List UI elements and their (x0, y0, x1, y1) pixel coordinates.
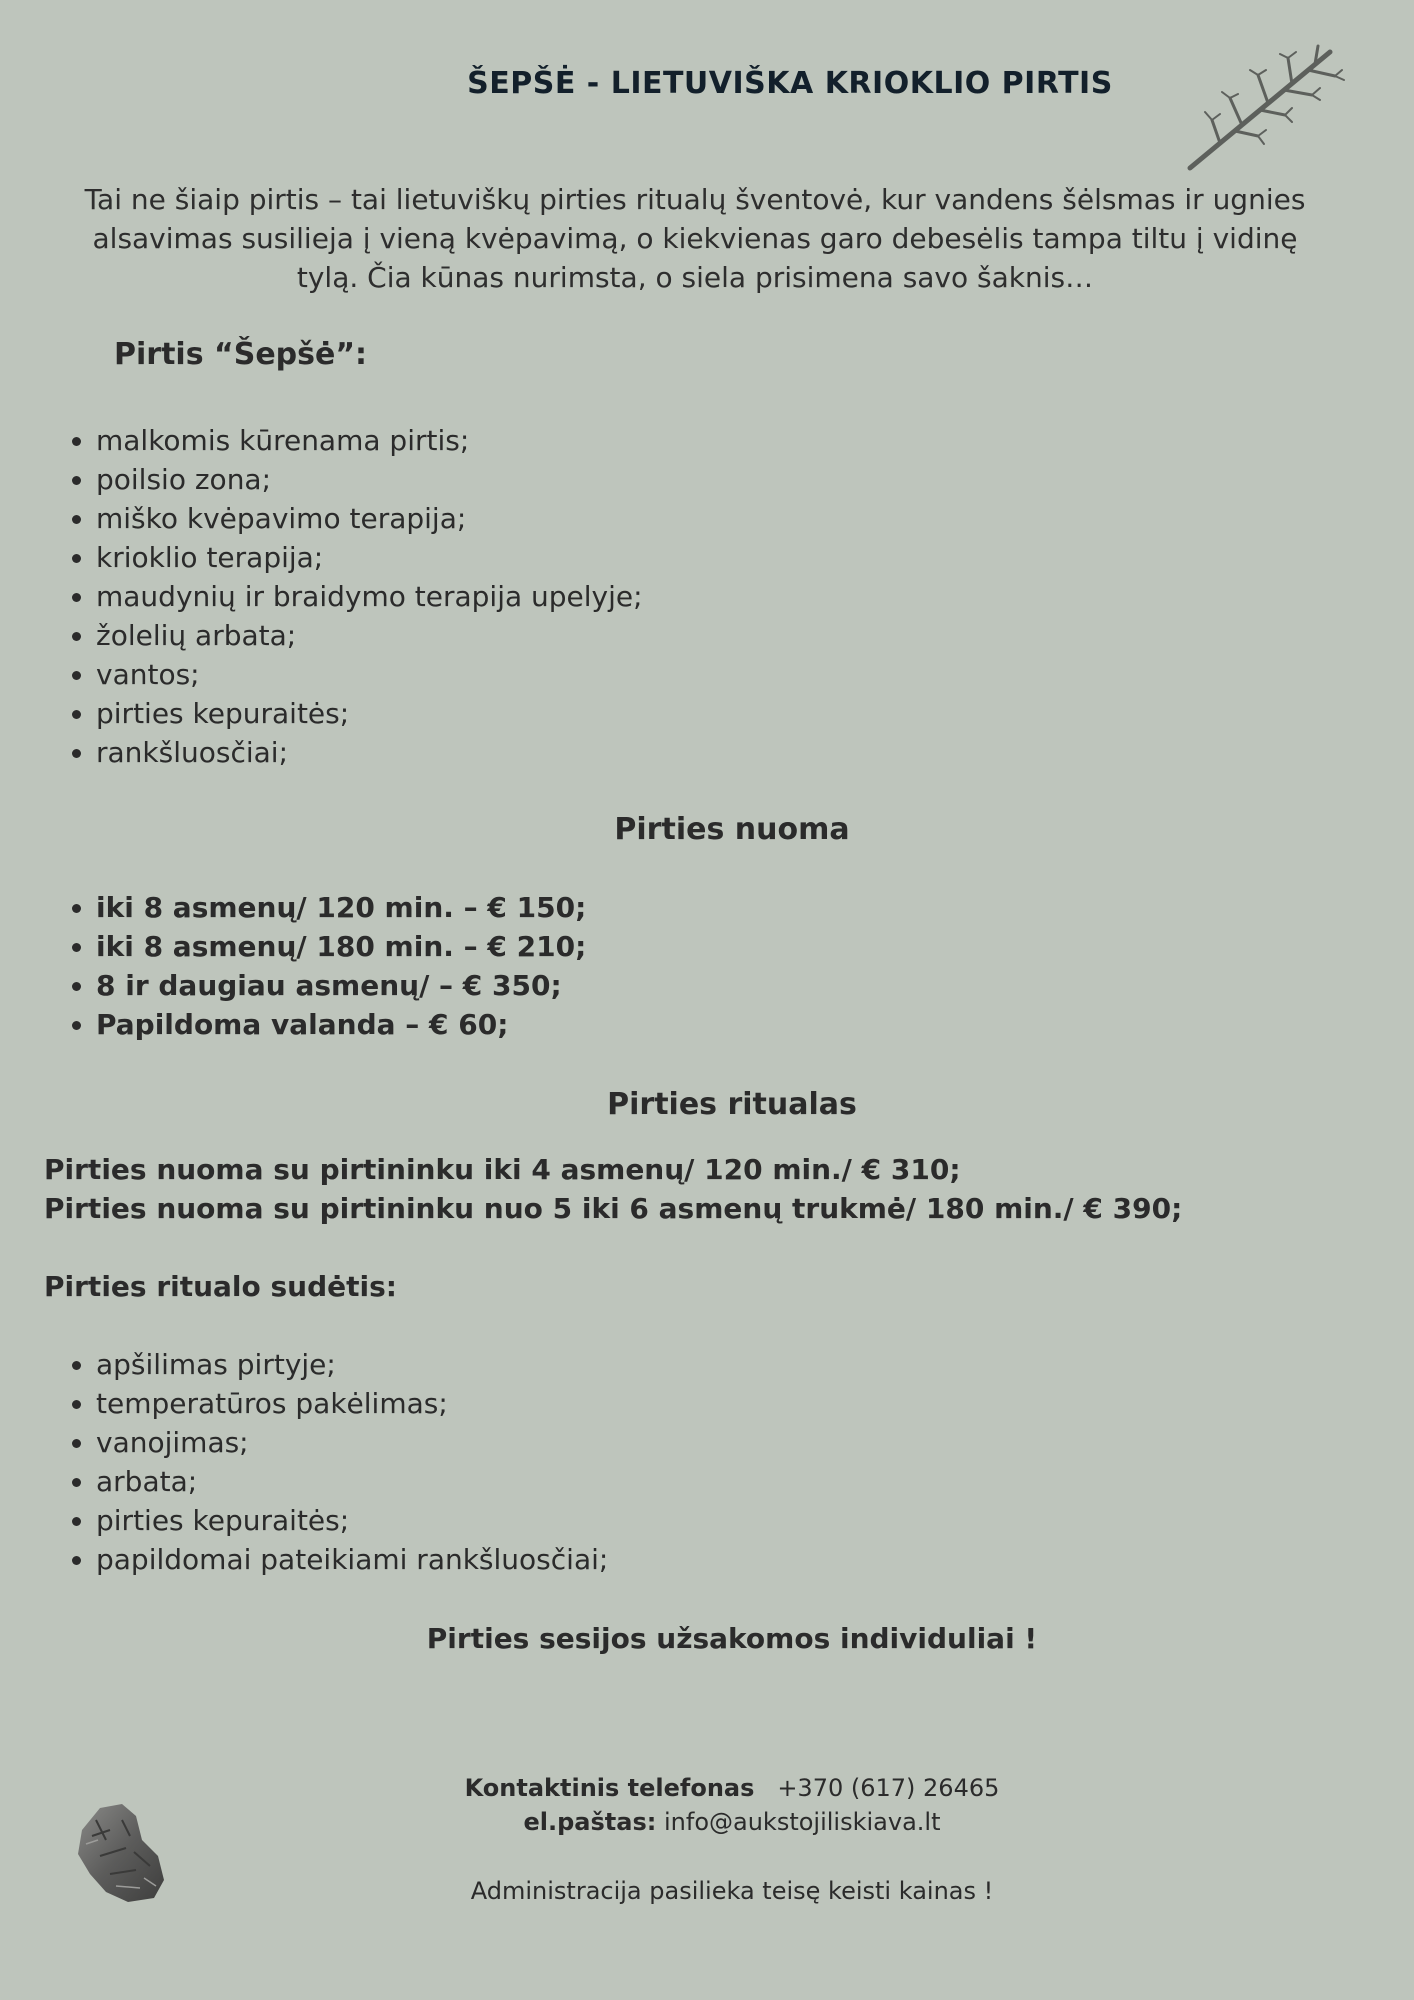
list-item: • maudynių ir braidymo terapija upelyje; (96, 577, 643, 616)
list-item: • poilsio zona; (96, 460, 643, 499)
phone-number[interactable]: +370 (617) 26465 (777, 1774, 1000, 1802)
price-item: • iki 8 asmenų/ 180 min. – € 210; (96, 927, 586, 966)
list-item: • pirties kepuraitės; (96, 1501, 608, 1540)
features-list (52, 421, 643, 772)
list-item: • miško kvėpavimo terapija; (96, 499, 643, 538)
list-item: • apšilimas pirtyje; (96, 1345, 608, 1384)
price-item: • Papildoma valanda – € 60; (96, 1005, 586, 1044)
list-item: • pirties kepuraitės; (96, 694, 643, 733)
ritual-price-line-2: Pirties nuoma su pirtininku nuo 5 iki 6 asmenų trukmė/ 180 min./ € 390; (44, 1192, 1183, 1225)
list-item: • malkomis kūrenama pirtis; (96, 421, 643, 460)
ritual-heading: Pirties ritualas (607, 1087, 857, 1122)
ritual-price-line-1: Pirties nuoma su pirtininku iki 4 asmenų/ 120 min./ € 310; (44, 1153, 961, 1186)
list-item: • žolelių arbata; (96, 616, 643, 655)
price-disclaimer: Administracija pasilieka teisę keisti kainas ! (470, 1877, 994, 1905)
individual-sessions-note: Pirties sesijos užsakomos individuliai ! (426, 1622, 1038, 1655)
price-item: • iki 8 asmenų/ 120 min. – € 150; (96, 888, 586, 927)
rental-price-list (52, 888, 586, 1044)
fir-branch-icon (1180, 40, 1350, 175)
email-address[interactable]: info@aukstojiliskiava.lt (663, 1808, 941, 1836)
phone-line (0, 1772, 1414, 1805)
rental-heading: Pirties nuoma (614, 812, 850, 847)
list-item: • arbata; (96, 1462, 608, 1501)
list-item: • rankšluosčiai; (96, 733, 643, 772)
email-label: el.paštas: (523, 1808, 657, 1836)
email-line (0, 1806, 1414, 1839)
list-item: • temperatūros pakėlimas; (96, 1384, 608, 1423)
page-title: ŠEPŠĖ - LIETUVIŠKA KRIOKLIO PIRTIS (467, 66, 1113, 101)
list-item: • papildomai pateikiami rankšluosčiai; (96, 1540, 608, 1579)
features-heading: Pirtis “Šepšė”: (114, 337, 368, 372)
list-item: • krioklio terapija; (96, 538, 643, 577)
phone-label: Kontaktinis telefonas (464, 1774, 755, 1802)
stone-icon (70, 1800, 170, 1905)
intro-paragraph: Tai ne šiaip pirtis – tai lietuviškų pirties ritualų šventovė, kur vandens šėlsmas ir ugnies alsavimas susilieja į vieną kvėpavimą, o kiekvienas garo debesėlis tampa tiltu į vidinę tylą. Čia kūnas nurimsta, o siela prisimena savo šaknis… (84, 183, 1306, 294)
ritual-composition-list (52, 1345, 608, 1579)
list-item: • vanojimas; (96, 1423, 608, 1462)
ritual-composition-heading: Pirties ritualo sudėtis: (44, 1270, 397, 1303)
list-item: • vantos; (96, 655, 643, 694)
price-item: • 8 ir daugiau asmenų/ – € 350; (96, 966, 586, 1005)
